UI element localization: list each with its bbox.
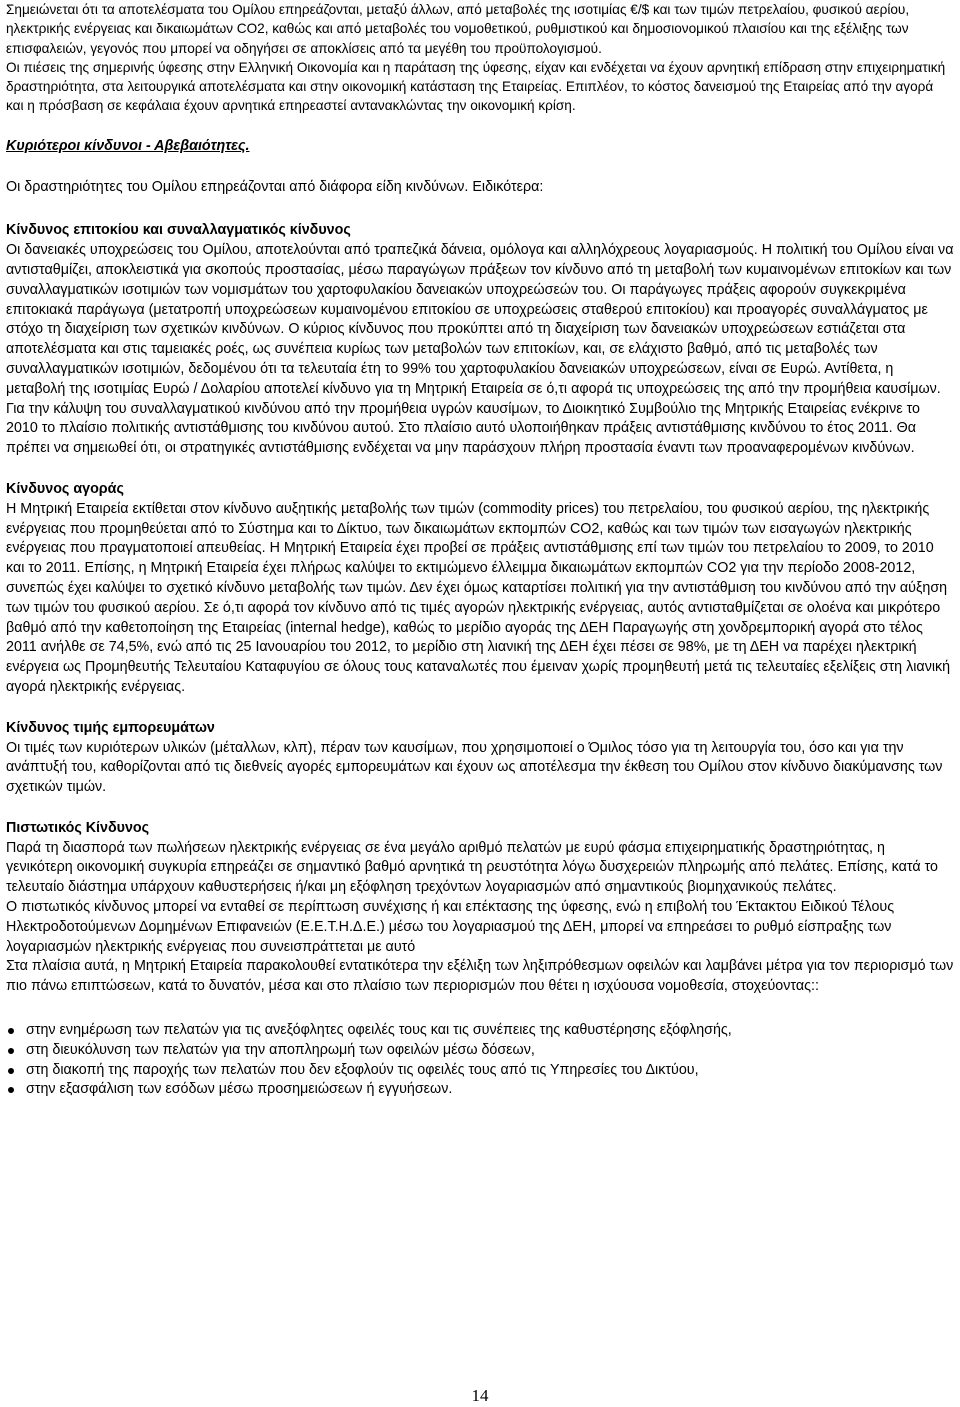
list-item: στην ενημέρωση των πελατών για τις ανεξόφλητες οφειλές τους και τις συνέπειες της καθυστέρησης εξόφλησής, (6, 1021, 954, 1041)
risks-intro: Οι δραστηριότητες του Ομίλου επηρεάζονται από διάφορα είδη κινδύνων. Ειδικότερα: (6, 178, 544, 195)
risks-heading: Κυριότεροι κίνδυνοι - Αβεβαιότητες. (6, 137, 250, 154)
commodity-risk-body: Οι τιμές των κυριότερων υλικών (μέταλλων, κλπ), πέραν των καυσίμων, που χρησιμοποιεί ο Όμιλος τόσο για τη λειτουργία του, όσο και για την ανάπτυξή του, καθορίζονται από τις διεθνείς αγορές εμπορευμάτων και έχουν ως αποτέλεσμα την έκθεση του Ομίλου στον κίνδυνο διακύμανσης των σχετικών τιμών. (6, 739, 943, 796)
interest-risk-heading: Κίνδυνος επιτοκίου και συναλλαγματικός κίνδυνος (6, 222, 351, 239)
credit-risk-body-1: Παρά τη διασπορά των πωλήσεων ηλεκτρικής ενέργειας σε ένα μεγάλο αριθμό πελατών με ευρύ φάσμα επιχειρηματικής δραστηριότητας, η γενικότερη οικονομική συγκυρία επηρεάζει σε σημαντικό βαθμό αρνητικά τη ρευστότητα λόγω δυσχερειών πληρωμής από πελάτες. Επίσης, κατά το τελευταίο διάστημα υπάρχουν καθυστερήσεις ή/και μη εξόφληση τρεχόντων λογαριασμών από σημαντικούς βιομηχανικούς πελάτες. (6, 839, 938, 896)
recession-paragraph: Οι πιέσεις της σημερινής ύφεσης στην Ελληνική Οικονομία και η παράταση της ύφεσης, είχαν και ενδέχεται να έχουν αρνητική επίδραση στην επιχειρηματική δραστηριότητα, στα λειτουργικά αποτελέσματα και στην οικονομική κατάσταση της Εταιρείας. Επιπλέον, το κόστος δανεισμού της Εταιρείας από την αγορά και η πρόσβαση σε κεφάλαια έχουν αρνητικά επηρεαστεί αντανακλώντας την οικονομική κρίση. (6, 59, 946, 114)
credit-measures-list (6, 1021, 954, 1100)
commodity-risk-heading: Κίνδυνος τιμής εμπορευμάτων (6, 719, 215, 736)
list-item: στην εξασφάλιση των εσόδων μέσω προσημειώσεων ή εγγυήσεων. (6, 1080, 954, 1100)
credit-risk-heading: Πιστωτικός Κίνδυνος (6, 819, 150, 836)
market-risk-heading: Κίνδυνος αγοράς (6, 480, 124, 497)
interest-risk-body: Οι δανειακές υποχρεώσεις του Ομίλου, αποτελούνται από τραπεζικά δάνεια, ομόλογα και αλληλόχρεους λογαριασμούς. Η πολιτική του Ομίλου είναι να αντισταθμίζει, αποκλειστικά για σκοπούς προστασίας, μέσω παραγώγων πράξεων τον κίνδυνο από τη μεταβολή των κυμαινομένων επιτοκίων και των συναλλαγματικών ισοτιμιών των νομισμάτων του χαρτοφυλακίου δανειακών υποχρεώσεών του. Οι παράγωγες πράξεις αφορούν συγκεκριμένα επιτοκιακά παράγωγα (μετατροπή υποχρεώσεων κυμαινομένου επιτοκίου σε υποχρεώσεις σταθερού επιτοκίου) και προαγορές συναλλάγματος με στόχο τη διαχείριση των σχετικών κινδύνων. Ο κύριος κίνδυνος που προκύπτει από τη διαχείριση των δανειακών υποχρεώσεων εστιάζεται στα αποτελέσματα και στις ταμειακές ροές, ως συνέπεια κυρίως των μεταβολών των επιτοκίων, και, σε ελάχιστο βαθμό, από τις μεταβολές των συναλλαγματικών ισοτιμιών, δεδομένου ότι τα τελευταία έτη το 99% του χαρτοφυλακίου δανειακών υποχρεώσεων, είναι σε Ευρώ. Αντίθετα, η μεταβολή της ισοτιμίας Ευρώ / Δολαρίου αποτελεί κίνδυνο για τη Μητρική Εταιρεία σε ό,τι αφορά τις υποχρεώσεις της από την προμήθεια καυσίμων. Για την κάλυψη του συναλλαγματικού κινδύνου από την προμήθεια υγρών καυσίμων, το Διοικητικό Συμβούλιο της Μητρικής Εταιρείας ενέκρινε το 2010 το πλαίσιο πολιτικής αντιστάθμισης του κινδύνου αυτού. Στο πλαίσιο αυτό υλοποιήθηκαν πράξεις αντιστάθμισης κινδύνου το έτος 2011. Θα πρέπει να σημειωθεί ότι, οι στρατηγικές αντιστάθμισης ενδέχεται να μην παράσχουν πλήρη προστασία έναντι των προαναφερομένων κινδύνων. (6, 242, 954, 457)
market-risk-body: Η Μητρική Εταιρεία εκτίθεται στον κίνδυνο αυξητικής μεταβολής των τιμών (commodity prices) του πετρελαίου, του φυσικού αερίου, της ηλεκτρικής ενέργειας που προμηθεύεται από το Σύστημα και το Δίκτυο, των δικαιωμάτων εκπομπών CO2, καθώς και των τιμών των εισαγωγών ηλεκτρικής ενέργειας που πραγματοποιεί απευθείας. Η Μητρική Εταιρεία έχει προβεί σε πράξεις αντιστάθμισης επί των τιμών του πετρελαίου το 2009, το 2010 και το 2011. Επίσης, η Μητρική Εταιρεία έχει πλήρως καλύψει το εκτιμώμενο έλλειμμα δικαιωμάτων εκπομπών CO2 για την περίοδο 2008-2012, συνεπώς έχει καλύψει το σχετικό κίνδυνο μεταβολής των τιμών. Δεν έχει όμως καταρτίσει πολιτική για την αντιστάθμιση του κινδύνου από την αύξηση των τιμών του φυσικού αερίου. Σε ό,τι αφορά τον κίνδυνο από τις τιμές αγορών ηλεκτρικής ενέργειας, αυτός αντισταθμίζεται σε ολοένα και μικρότερο βαθμό από την καθετοποίηση της Εταιρείας (internal hedge), καθώς το μερίδιο αγοράς της ΔΕΗ Παραγωγής στη χονδρεμπορική αγορά στο τέλος 2011 ανήλθε σε 74,5%, ενώ από τις 25 Ιανουαρίου του 2012, το μερίδιο στη λιανική της ΔΕΗ έχει πέσει σε 98%, με τη ΔΕΗ να παρέχει ηλεκτρική ενέργεια ως Προμηθευτής Τελευταίου Καταφυγίου σε όλους τους καταναλωτές που έμειναν χωρίς προμηθευτή μετά τις τελευταίες εξελίξεις στη λιανική αγορά ηλεκτρικής ενέργειας. (6, 500, 951, 695)
list-item: στη διευκόλυνση των πελατών για την αποπληρωμή των οφειλών μέσω δόσεων, (6, 1041, 954, 1061)
list-item: στη διακοπή της παροχής των πελατών που δεν εξοφλούν τις οφειλές τους από τις Υπηρεσίες του Δικτύου, (6, 1061, 954, 1081)
credit-risk-body-3: Στα πλαίσια αυτά, η Μητρική Εταιρεία παρακολουθεί εντατικότερα την εξέλιξη των ληξιπρόθεσμων οφειλών και λαμβάνει μέτρα για τον περιορισμό των πιο πάνω επιπτώσεων, κατά το δυνατόν, μέσα και στο πλαίσιο των περιορισμών που θέτει η ισχύουσα νομοθεσία, στοχεύοντας:: (6, 958, 954, 995)
credit-risk-body-2: Ο πιστωτικός κίνδυνος μπορεί να ενταθεί σε περίπτωση συνέχισης ή και επέκτασης της ύφεσης, ενώ η επιβολή του Έκτακτου Ειδικού Τέλους Ηλεκτροδοτούμενων Δομημένων Επιφανειών (Ε.Ε.Τ.Η.Δ.Ε.) μέσω του λογαριασμού της ΔΕΗ, μπορεί να επηρεάσει το ρυθμό είσπραξης των λογαριασμών ηλεκτρικής ενέργειας που συνεισπράττεται με αυτό (6, 899, 895, 955)
document-page (6, 0, 954, 1100)
intro-paragraph: Σημειώνεται ότι τα αποτελέσματα του Ομίλου επηρεάζονται, μεταξύ άλλων, από μεταβολές της ισοτιμίας €/$ και των τιμών πετρελαίου, φυσικού αερίου, ηλεκτρικής ενέργειας και δικαιωμάτων CO2, καθώς και από μεταβολές του νομοθετικού, ρυθμιστικού και δημοσιονομικού πλαισίου και της εξέλιξης των επισφαλειών, γεγονός που μπορεί να οδηγήσει σε αποκλίσεις από τα μεγέθη του προϋπολογισμού. (6, 2, 910, 56)
page-number: 14 (471, 1386, 489, 1405)
